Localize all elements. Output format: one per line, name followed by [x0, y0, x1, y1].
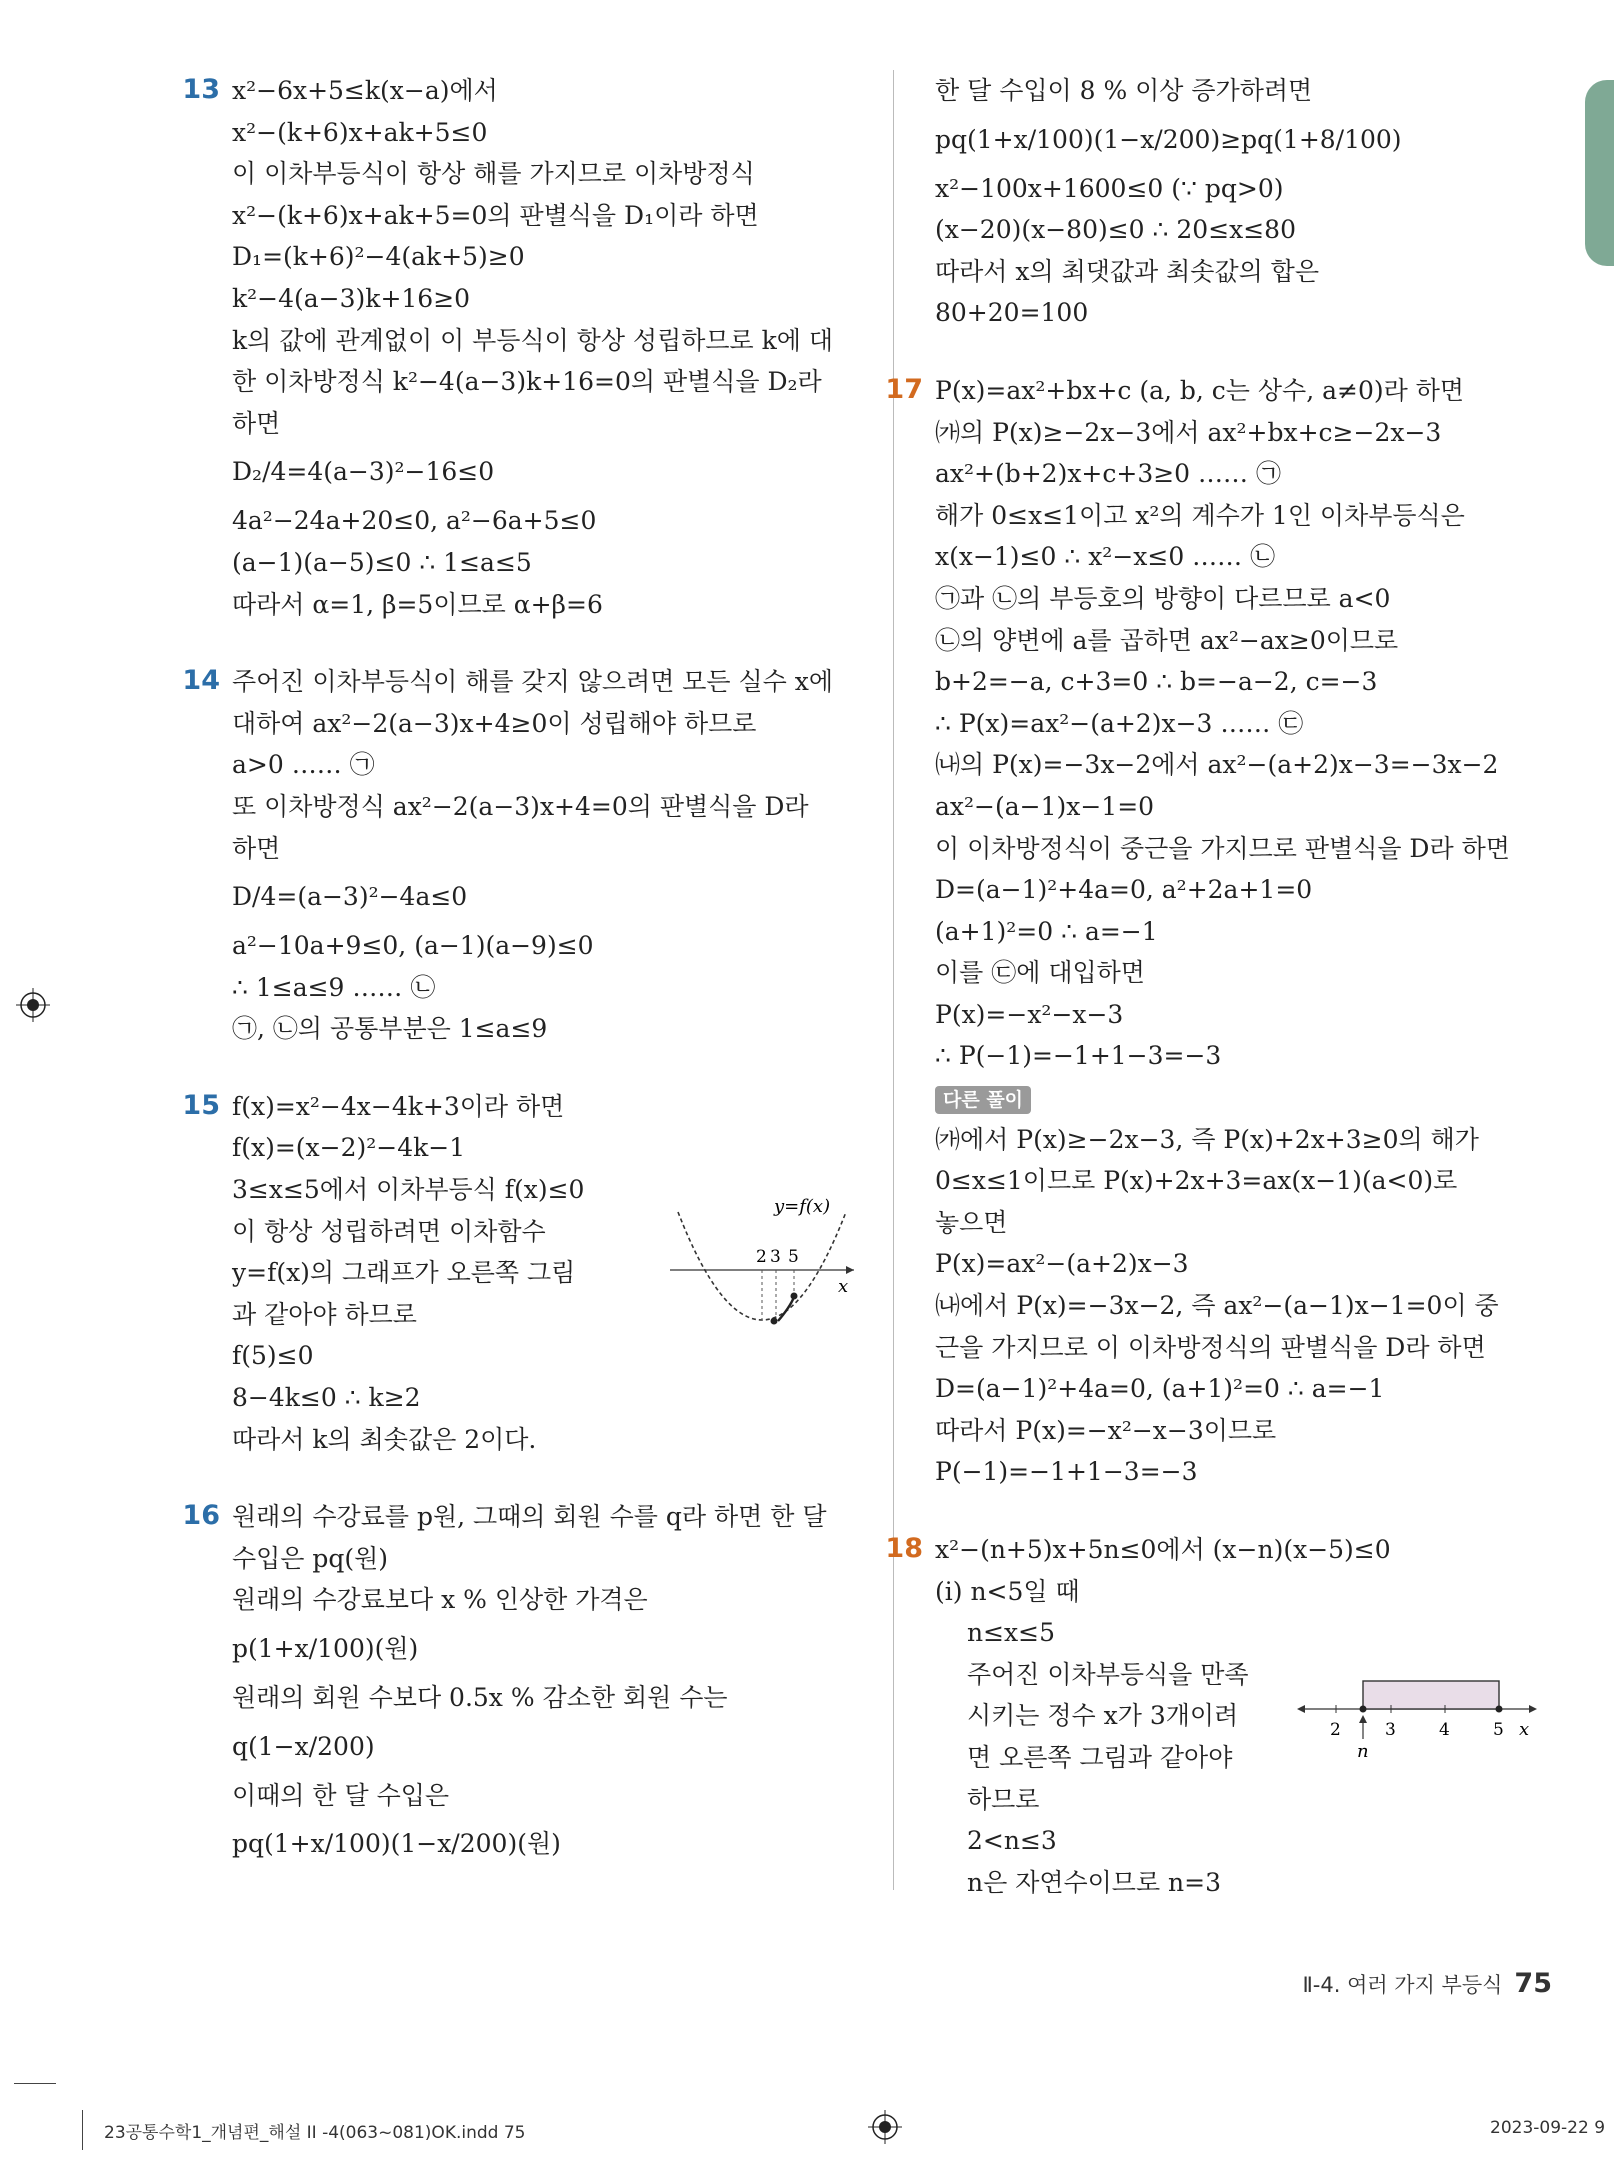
solution-line: q(1−x/200)	[232, 1731, 375, 1761]
tick-label: 4	[1439, 1720, 1450, 1740]
axis-arrow-right	[1529, 1705, 1537, 1713]
solution-line: k의 값에 관계없이 이 부등식이 항상 성립하므로 k에 대	[232, 325, 834, 355]
solution-line: 또 이차방정식 ax²−2(a−3)x+4=0의 판별식을 D라	[232, 791, 809, 821]
problem-15	[182, 1086, 872, 1460]
n-marker-label: n	[1357, 1741, 1369, 1762]
chapter-side-tab	[1585, 80, 1614, 266]
alt-solution-line: P(x)=ax²−(a+2)x−3	[935, 1249, 1189, 1279]
solution-line: 대하여 ax²−2(a−3)x+4≥0이 성립해야 하므로	[232, 708, 757, 738]
crop-line	[14, 2083, 56, 2084]
axis-label: x	[838, 1275, 849, 1297]
alt-solution-tag-row	[935, 1077, 1555, 1119]
marker-arrow-head	[1359, 1715, 1367, 1723]
solution-line: 원래의 수강료를 p원, 그때의 회원 수를 q라 하면 한 달	[232, 1502, 827, 1532]
solution-line: x²−100x+1600≤0 (∵ pq>0)	[935, 173, 1284, 203]
solution-line: 원래의 회원 수보다 0.5x % 감소한 회원 수는	[232, 1683, 728, 1712]
alt-solution-line: 따라서 P(x)=−x²−x−3이므로	[935, 1415, 1277, 1445]
solution-line: pq(1+x/100)(1−x/200)≥pq(1+8/100)	[935, 124, 1402, 154]
x-axis-arrow	[846, 1266, 854, 1274]
solution-line: a²−10a+9≤0, (a−1)(a−9)≤0	[232, 931, 594, 961]
problem-17	[885, 370, 1555, 1493]
tick-label: 5	[1493, 1720, 1504, 1740]
page-number: 75	[1514, 1968, 1552, 1999]
solution-line: D₁=(k+6)²−4(ak+5)≥0	[232, 242, 525, 272]
solution-line: n≤x≤5	[967, 1618, 1056, 1648]
solution-line: a>0 …… ㉠	[232, 750, 375, 780]
alt-solution-tag: 다른 풀이	[935, 1086, 1031, 1114]
solution-line: x(x−1)≤0 ∴ x²−x≤0 …… ㉡	[935, 542, 1276, 572]
solution-line: 이를 ㉢에 대입하면	[935, 958, 1145, 988]
solution-line: D=(a−1)²+4a=0, a²+2a+1=0	[935, 875, 1313, 905]
solution-line: 이 이차방정식이 중근을 가지므로 판별식을 D라 하면	[935, 833, 1510, 863]
problem-16	[182, 1496, 872, 1872]
solution-line: 해가 0≤x≤1이고 x²의 계수가 1인 이차부등식은	[935, 500, 1465, 530]
solution-line: P(x)=−x²−x−3	[935, 999, 1124, 1029]
solution-line: 하면	[232, 408, 281, 438]
solution-line: f(x)=x²−4x−4k+3이라 하면	[232, 1091, 565, 1121]
solution-line: p(1+x/100)(원)	[232, 1634, 419, 1663]
solution-line: x²−(k+6)x+ak+5=0의 판별식을 D₁이라 하면	[232, 200, 759, 230]
solution-line: f(x)=(x−2)²−4k−1	[232, 1133, 466, 1163]
alt-solution-line: 0≤x≤1이므로 P(x)+2x+3=ax(x−1)(a<0)로	[935, 1166, 1458, 1196]
solution-line: pq(1+x/100)(1−x/200)(원)	[232, 1829, 561, 1859]
solution-line: ∴ P(x)=ax²−(a+2)x−3 …… ㉢	[935, 708, 1304, 738]
crop-line	[82, 2110, 83, 2150]
solution-line: 4a²−24a+20≤0, a²−6a+5≤0	[232, 506, 597, 536]
solution-line: 한 달 수입이 8 % 이상 증가하려면	[935, 76, 1313, 105]
alt-solution-line: ㈎에서 P(x)≥−2x−3, 즉 P(x)+2x+3≥0의 해가	[935, 1124, 1479, 1154]
alt-solution-line: D=(a−1)²+4a=0, (a+1)²=0 ∴ a=−1	[935, 1374, 1385, 1404]
solution-line: (x−20)(x−80)≤0 ∴ 20≤x≤80	[935, 215, 1296, 245]
solution-line: 시키는 정수 x가 3개이려	[967, 1701, 1239, 1731]
parabola-solid-segment	[778, 1297, 794, 1321]
tick-label: 3	[1385, 1720, 1396, 1740]
solution-line: D/4=(a−3)²−4a≤0	[232, 882, 468, 912]
solution-line: ㉠, ㉡의 공통부분은 1≤a≤9	[232, 1014, 548, 1044]
solution-line: x²−(n+5)x+5n≤0에서 (x−n)(x−5)≤0	[935, 1535, 1391, 1564]
problem-number: 16	[182, 1500, 220, 1532]
print-file-info: 23공통수학1_개념편_해설 II -4(063~081)OK.indd 75	[104, 2123, 526, 2143]
tick-label: 2	[1330, 1720, 1341, 1740]
print-date-info: 2023-09-22 9	[1490, 2118, 1606, 2138]
solution-line: 8−4k≤0 ∴ k≥2	[232, 1383, 421, 1413]
point-x5	[791, 1292, 798, 1299]
problem-13	[182, 70, 872, 625]
left-column	[182, 70, 872, 1908]
solution-line: ㉠과 ㉡의 부등호의 방향이 다르므로 a<0	[935, 583, 1391, 613]
solution-line: ㉡의 양변에 a를 곱하면 ax²−ax≥0이므로	[935, 625, 1399, 655]
solution-line: n은 자연수이므로 n=3	[967, 1867, 1221, 1897]
parabola-figure	[662, 1190, 862, 1360]
solution-line: 2<n≤3	[967, 1826, 1057, 1856]
number-line-figure	[1295, 1657, 1545, 1767]
registration-mark-icon	[868, 2110, 902, 2144]
right-column	[885, 70, 1555, 1939]
alt-solution-line: 놓으면	[935, 1207, 1008, 1237]
tick-label: 5	[788, 1246, 799, 1267]
problem-number: 14	[182, 665, 220, 697]
column-divider	[893, 70, 894, 1890]
problem-number: 17	[885, 373, 923, 405]
curve-label: y=f(x)	[774, 1195, 831, 1217]
solution-line: ∴ 1≤a≤9 …… ㉡	[232, 972, 436, 1002]
axis-arrow-left	[1297, 1705, 1305, 1713]
solution-line: ㈏의 P(x)=−3x−2에서 ax²−(a+2)x−3=−3x−2	[935, 750, 1499, 780]
solution-line: 이때의 한 달 수입은	[232, 1780, 450, 1810]
registration-mark-icon	[16, 988, 50, 1022]
tick-label: 3	[770, 1246, 781, 1267]
solution-line: 따라서 α=1, β=5이므로 α+β=6	[232, 589, 603, 619]
solution-line: 주어진 이차부등식이 해를 갖지 않으려면 모든 실수 x에	[232, 667, 834, 697]
solution-line: D₂/4=4(a−3)²−16≤0	[232, 457, 495, 487]
axis-label: x	[1519, 1719, 1530, 1740]
problem-number: 18	[885, 1533, 923, 1564]
alt-solution-line: 근을 가지므로 이 이차방정식의 판별식을 D라 하면	[935, 1332, 1486, 1362]
solution-line: 과 같아야 하므로	[232, 1299, 417, 1329]
point-5	[1496, 1706, 1503, 1713]
alt-solution-line: P(−1)=−1+1−3=−3	[935, 1457, 1198, 1487]
solution-line: 원래의 수강료보다 x % 인상한 가격은	[232, 1585, 648, 1615]
solution-line: (a+1)²=0 ∴ a=−1	[935, 916, 1158, 946]
problem-16-continued	[935, 70, 1555, 334]
solution-line: 이 항상 성립하려면 이차함수	[232, 1216, 546, 1246]
solution-line: k²−4(a−3)k+16≥0	[232, 283, 471, 313]
solution-line: x²−(k+6)x+ak+5≤0	[232, 117, 488, 147]
solution-line: (a−1)(a−5)≤0 ∴ 1≤a≤5	[232, 547, 532, 577]
solution-line: 한 이차방정식 k²−4(a−3)k+16=0의 판별식을 D₂라	[232, 367, 822, 397]
point-n	[1360, 1706, 1367, 1713]
page-footer	[1302, 1968, 1552, 1999]
solution-line: ax²+(b+2)x+c+3≥0 …… ㉠	[935, 459, 1281, 489]
problem-14	[182, 661, 872, 1050]
solution-line: 따라서 x의 최댓값과 최솟값의 합은	[935, 256, 1319, 286]
solution-line: (ⅰ) n<5일 때	[935, 1576, 1080, 1606]
problem-number: 15	[182, 1089, 220, 1121]
solution-line: b+2=−a, c+3=0 ∴ b=−a−2, c=−3	[935, 667, 1378, 697]
solution-line: ㈎의 P(x)≥−2x−3에서 ax²+bx+c≥−2x−3	[935, 417, 1442, 447]
tick-label: 2	[756, 1246, 767, 1267]
solution-interval-box	[1363, 1681, 1499, 1709]
problem-number: 13	[182, 74, 220, 105]
solution-line: 수입은 pq(원)	[232, 1543, 389, 1573]
solution-line: 하면	[232, 833, 281, 863]
solution-line: 따라서 k의 최솟값은 2이다.	[232, 1424, 537, 1454]
solution-line: x²−6x+5≤k(x−a)에서	[232, 76, 498, 105]
point-x3	[771, 1317, 778, 1324]
alt-solution-line: ㈏에서 P(x)=−3x−2, 즉 ax²−(a−1)x−1=0이 중	[935, 1291, 1499, 1321]
problem-18	[885, 1529, 1555, 1903]
solution-line: P(x)=ax²+bx+c (a, b, c는 상수, a≠0)라 하면	[935, 375, 1464, 405]
solution-line: 80+20=100	[935, 298, 1089, 328]
solution-line: ax²−(a−1)x−1=0	[935, 791, 1155, 821]
solution-line: ∴ P(−1)=−1+1−3=−3	[935, 1041, 1222, 1071]
section-title: Ⅱ-4. 여러 가지 부등식	[1302, 1973, 1503, 1997]
solution-line: y=f(x)의 그래프가 오른쪽 그림	[232, 1258, 576, 1288]
solution-line: 주어진 이차부등식을 만족	[967, 1659, 1249, 1689]
solution-line: 3≤x≤5에서 이차부등식 f(x)≤0	[232, 1175, 585, 1205]
solution-line: 이 이차부등식이 항상 해를 가지므로 이차방정식	[232, 159, 755, 189]
solution-line: 면 오른쪽 그림과 같아야	[967, 1742, 1233, 1772]
solution-line: 하므로	[967, 1784, 1040, 1814]
solution-line: f(5)≤0	[232, 1341, 314, 1371]
